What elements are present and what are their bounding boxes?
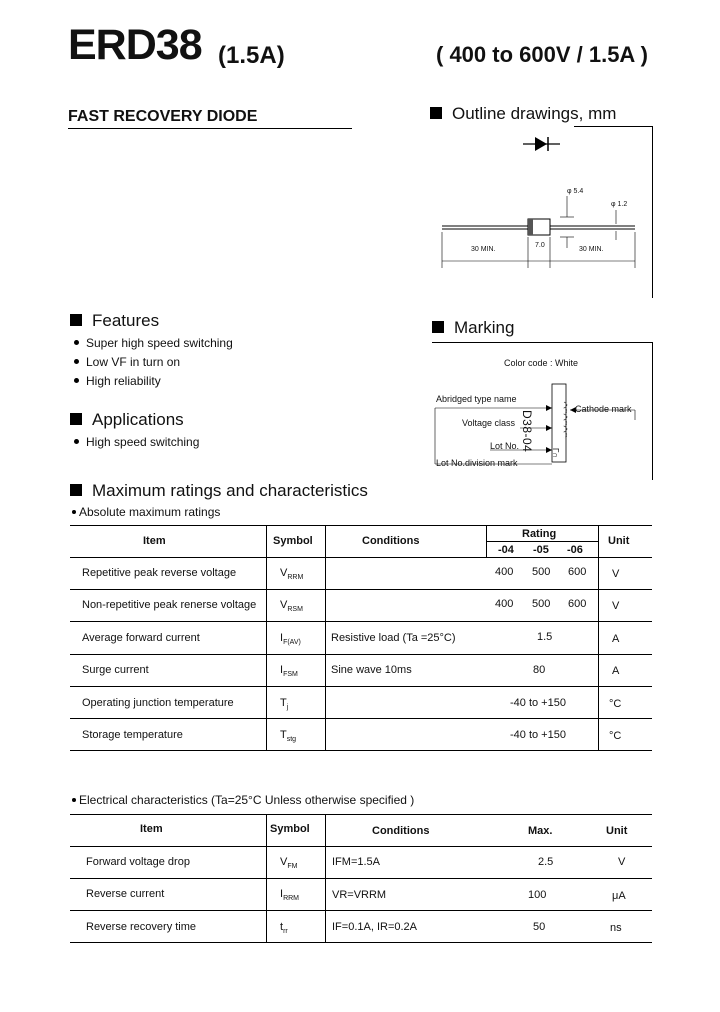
col-06: -06 [567,544,583,556]
table-cell: 600 [568,566,587,578]
diode-symbol-icon [523,137,560,151]
col-rating: Rating [522,528,557,540]
table-cell: °C [609,730,622,742]
outline-frame-right [652,126,653,298]
table-cell: Sine wave 10ms [331,664,412,676]
dim-body-length: 7.0 [535,242,545,249]
table-cell: 600 [568,598,587,610]
table-cell: V [612,600,620,612]
table-cell: 400 [495,598,514,610]
table-cell: 500 [532,598,551,610]
table-cell: 80 [533,664,546,676]
mark-subtext: Γ∩ [551,448,560,459]
table-cell: IFM=1.5A [332,856,380,868]
table-cell: V [612,568,620,580]
table-row-item: Reverse current [86,888,165,900]
part-number: ERD38 [68,21,202,69]
table-cell: 400 [495,566,514,578]
part-current: (1.5A) [218,42,285,69]
bullet-icon [74,359,79,364]
table-row-item: Operating junction temperature [82,697,234,709]
col-unit: Unit [608,535,630,547]
table-cell: VR=VRRM [332,889,387,901]
section-square-icon [70,413,82,425]
table-row-item: Storage temperature [82,729,183,741]
table-cell: V [618,856,626,868]
table-cell: -40 to +150 [510,697,566,709]
section-square-icon [70,314,82,326]
table-row-symbol: $T_{stg}$ [280,729,297,744]
list-item: Low VF in turn on [74,355,233,374]
table-cell: A [612,633,620,645]
table-cell: 2.5 [538,856,554,868]
table-cell: °C [609,698,622,710]
outline-heading: Outline drawings, mm [430,104,616,124]
col-symbol: Symbol [273,535,313,547]
ratings-heading: Maximum ratings and characteristics [70,481,368,501]
list-item: High reliability [74,374,233,393]
col-max: Max. [528,825,553,837]
applications-list [74,435,199,454]
table-row-item: Forward voltage drop [86,856,190,868]
table-cell: Resistive load (Ta =25°C) [331,632,456,644]
bullet-icon [72,510,76,514]
table-row-symbol: $t_{rr}$ [280,921,288,936]
table-row-symbol: $V_{FM}$ [280,856,298,871]
table-cell: ns [610,922,622,934]
features-list [74,336,233,393]
marking-label-abridged: Abridged type name [436,394,517,404]
table-cell: 100 [528,889,547,901]
device-type: FAST RECOVERY DIODE [68,108,258,125]
ratings-subheading: Absolute maximum ratings [72,505,220,519]
color-code: Color code : White [504,358,579,368]
marking-heading: Marking [432,318,514,338]
list-item: High speed switching [74,435,199,454]
col-item: Item [140,823,163,835]
bullet-icon [74,378,79,383]
marking-label-cathode: Cathode mark [575,404,632,414]
col-04: -04 [498,544,514,556]
dim-body-diameter: φ 5.4 [567,188,584,195]
marking-label-voltage: Voltage class [462,418,516,428]
table-row-symbol: $V_{RRM}$ [280,567,304,582]
marking-frame-right [652,342,653,480]
electrical-heading: Electrical characteristics (Ta=25°C Unless otherwise specified ) [72,793,414,807]
section-square-icon [70,484,82,496]
col-item: Item [143,535,166,547]
marking-label-lot-division: Lot No.division mark [436,458,518,468]
table-cell: 50 [533,921,546,933]
table-row-symbol: $I_{FSM}$ [280,664,298,679]
table-row-symbol: $T_j$ [280,697,289,712]
col-unit: Unit [606,825,628,837]
table-row-symbol: $I_{F(AV)}$ [280,632,301,647]
table-row-item: Surge current [82,664,149,676]
outline-frame-top [574,126,652,127]
col-symbol: Symbol [270,823,310,835]
table-cell: 1.5 [537,631,553,643]
applications-heading: Applications [70,410,184,430]
table-row-item: Repetitive peak reverse voltage [82,567,237,579]
table-cell: A [612,665,620,677]
list-item: Super high speed switching [74,336,233,355]
bullet-icon [72,798,76,802]
subtitle-underline [68,128,352,129]
table-row-symbol: $V_{RSM}$ [280,599,303,614]
table-cell: -40 to +150 [510,729,566,741]
mark-text: D38-04 [520,410,534,453]
col-conditions: Conditions [362,535,420,547]
col-05: -05 [533,544,549,556]
features-heading: Features [70,311,159,331]
table-cell: μA [612,890,626,902]
bullet-icon [74,439,79,444]
table-row-item: Reverse recovery time [86,921,197,933]
part-range: ( 400 to 600V / 1.5A ) [436,42,648,67]
dim-right-length: 30 MIN. [579,246,604,253]
marking-label-lot: Lot No. [490,441,520,451]
table-row-item: Non-repetitive peak renerse voltage [82,599,257,611]
table-cell: IF=0.1A, IR=0.2A [332,921,417,933]
bullet-icon [74,340,79,345]
marking-frame-top [432,342,652,343]
table-row-item: Average forward current [82,632,200,644]
section-square-icon [432,321,444,333]
section-square-icon [430,107,442,119]
dim-lead-diameter: φ 1.2 [611,201,628,208]
dim-left-length: 30 MIN. [471,246,496,253]
col-conditions: Conditions [372,825,430,837]
table-cell: 500 [532,566,551,578]
table-row-symbol: $I_{RRM}$ [280,888,300,903]
